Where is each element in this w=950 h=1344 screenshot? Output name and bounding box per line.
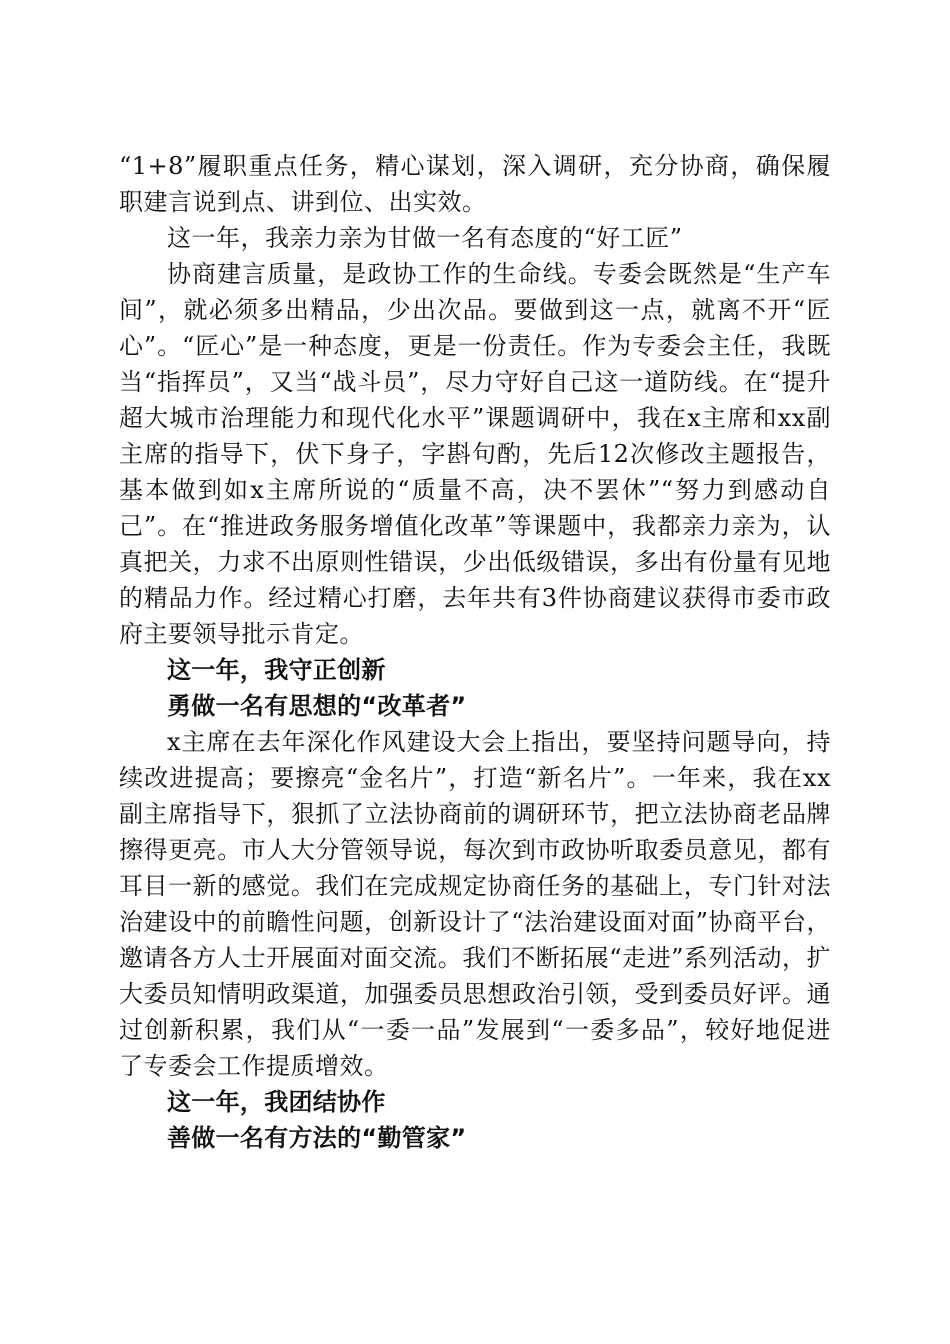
heading-innovation: 这一年，我守正创新 bbox=[167, 656, 386, 684]
paragraph-craftsman-body: 协商建言质量，是政协工作的生命线。专委会既然是“生产车间”，就必须多出精品，少出次品。要做到这一点，就离不开“匠心”。“匠心”是一种态度，更是一份责任。作为专委会主任，我既当“指挥员”，又当“战斗员”，尽力守好自己这一道防线。在“提升超大城市治理能力和现代化水平”课题调研中，我在x主席和xx副主席的指导下，伏下身子，字斟句酌，先后12次修改主题报告，基本做到如x主席所说的“质量不高，决不罢休”“努力到感动自己”。在“推进政务服务增值化改革”等课题中，我都亲力亲为，认真把关，力求不出原则性错误，少出低级错误，多出有份量有见地的精品力作。经过精心打磨，去年共有3件协商建议获得市委市政府主要领导批示肯定。 bbox=[119, 260, 831, 648]
heading-reformer: 勇做一名有思想的“改革者” bbox=[167, 692, 467, 720]
paragraph-reformer-body: x主席在去年深化作风建设大会上指出，要坚持问题导向，持续改进提高；要擦亮“金名片”，打造“新名片”。一年来，我在xx副主席指导下，狠抓了立法协商前的调研环节，把立法协商老品牌擦得更亮。市人大分管领导说，每次到市政协听取委员意见，都有耳目一新的感觉。我们在完成规定协商任务的基础上，专门针对法治建设中的前瞻性问题，创新设计了“法治建设面对面”协商平台，邀请各方人士开展面对面交流。我们不断拓展“走进”系列活动，扩大委员知情明政渠道，加强委员思想政治引领，受到委员好评。通过创新积累，我们从“一委一品”发展到“一委多品”，较好地促进了专委会工作提质增效。 bbox=[119, 728, 831, 1080]
document-body bbox=[119, 148, 831, 1156]
heading-collaboration: 这一年，我团结协作 bbox=[167, 1088, 386, 1116]
paragraph-craftsman-title: 这一年，我亲力亲为甘做一名有态度的“好工匠” bbox=[167, 224, 683, 252]
heading-steward: 善做一名有方法的“勤管家” bbox=[167, 1124, 467, 1152]
paragraph-continuation: “1+8”履职重点任务，精心谋划，深入调研，充分协商，确保履职建言说到点、讲到位、出实效。 bbox=[119, 152, 831, 216]
